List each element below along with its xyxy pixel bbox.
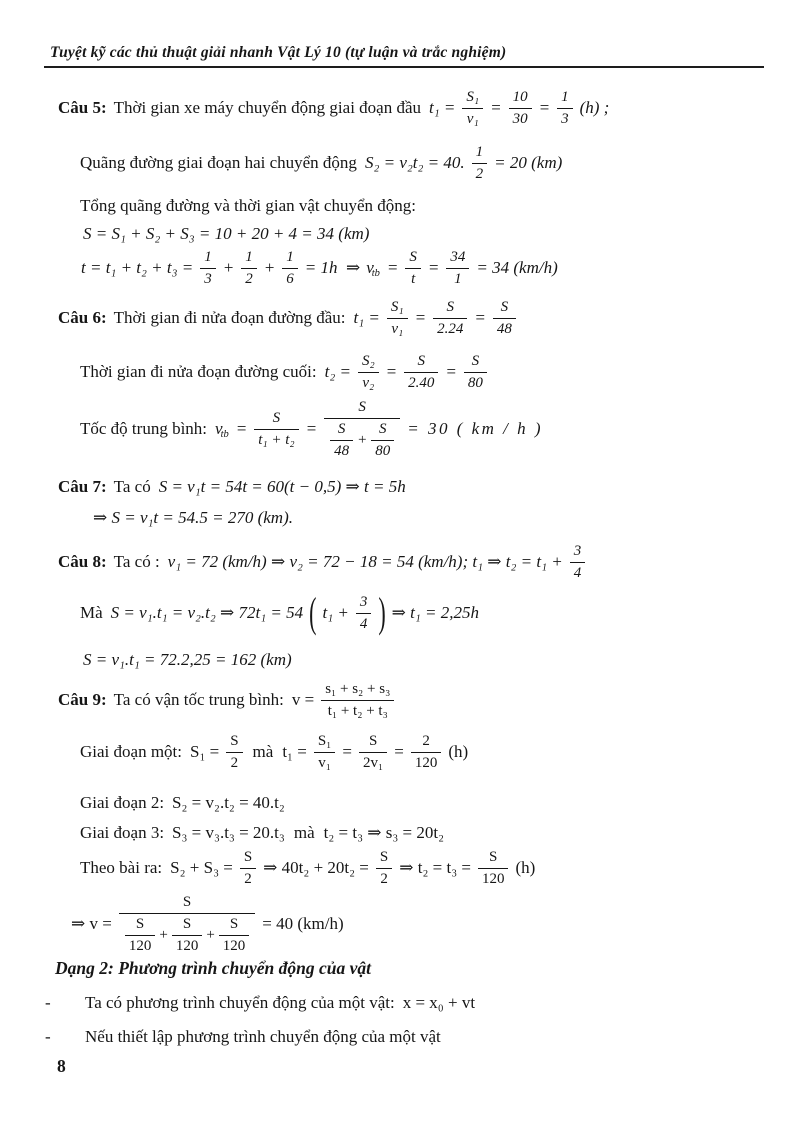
math-token: = (490, 98, 502, 118)
cau5-step1 (58, 88, 612, 129)
cau5-step3 (80, 196, 421, 216)
cau8-step3 (80, 650, 295, 670)
frac-denominator: 2 (244, 870, 252, 887)
frac-denominator: 120 (481, 870, 505, 887)
dash-bullet: - (45, 993, 51, 1012)
text-run: Giai đoạn 2: (80, 793, 165, 812)
dash-bullet: - (45, 1027, 51, 1046)
math-token: (h) ; (579, 98, 610, 118)
frac-numerator: S (371, 420, 394, 441)
frac-numerator: S (254, 409, 298, 430)
nested-fraction (119, 893, 255, 955)
fraction (472, 143, 488, 184)
math-token: = (414, 308, 427, 328)
frac-numerator: S₂ (358, 352, 379, 373)
frac-numerator: S (226, 732, 242, 753)
section-title: Dạng 2: Phương trình chuyển động của vật (55, 958, 371, 978)
frac-denominator (324, 419, 400, 461)
math-token: = (394, 742, 404, 762)
text-run: Tổng quãng đường và thời gian vật chuyển động: (80, 196, 416, 215)
frac-numerator: S₁ (462, 88, 483, 109)
fraction (433, 298, 467, 339)
math-token: = 34 (km/h) (476, 258, 558, 278)
fraction (330, 420, 353, 461)
fraction (358, 352, 379, 393)
math-token: + (263, 258, 276, 278)
fraction (241, 248, 257, 289)
math-token: v (366, 258, 374, 278)
fraction (462, 88, 483, 129)
cau9-step6 (68, 893, 347, 955)
math-token: + (357, 431, 368, 448)
question-label: Câu 9: (58, 690, 107, 710)
math-token: = (445, 362, 457, 382)
frac-denominator: 1 (454, 270, 462, 287)
frac-denominator (119, 914, 255, 956)
frac-denominator: 120 (175, 937, 199, 954)
fraction (405, 248, 421, 289)
frac-denominator: 48 (496, 320, 512, 337)
cau5-step5 (78, 248, 561, 289)
fraction (509, 88, 532, 129)
math-token: = 40 (km/h) (262, 914, 344, 934)
frac-denominator: v₂ (362, 374, 375, 391)
frac-numerator: S (219, 915, 250, 936)
math-token: + (206, 926, 215, 943)
nested-fraction (324, 398, 400, 460)
frac-denominator: 4 (359, 615, 368, 632)
frac-numerator: S₁ (314, 732, 336, 753)
fraction (464, 352, 487, 393)
math-token: v = (291, 690, 315, 710)
math-token: = (342, 742, 352, 762)
frac-denominator: 120 (222, 937, 246, 954)
fraction (493, 298, 516, 339)
question-label: Câu 8: (58, 552, 107, 572)
cau9-step2 (80, 732, 471, 773)
cau7-step1 (58, 477, 409, 497)
fraction (478, 848, 509, 889)
fraction (404, 352, 438, 393)
frac-denominator: v₁ (318, 754, 331, 771)
text-run: Giai đoạn 3: (80, 823, 165, 842)
frac-numerator: S (493, 298, 516, 319)
cau5-step4 (80, 224, 372, 244)
frac-denominator: 3 (204, 270, 212, 287)
bullet-2 (45, 1027, 446, 1047)
math-token: S = v₁.t₁ = 72.2,25 = 162 (km) (83, 650, 292, 669)
subscript-token: tb (220, 428, 229, 440)
fraction (314, 732, 336, 773)
math-token: (h) (515, 858, 536, 878)
math-token: t₂ = (324, 362, 351, 382)
frac-numerator: S (405, 248, 421, 269)
frac-denominator: 80 (375, 442, 391, 459)
frac-numerator: 3 (356, 593, 372, 614)
math-token: S₃ = v₃.t₃ = 20.t₃ (172, 823, 285, 842)
math-token: t₁ + (322, 603, 349, 623)
cau8-step2 (80, 588, 482, 637)
frac-numerator: S (478, 848, 509, 869)
frac-denominator: 30 (512, 110, 528, 127)
frac-denominator: 2.40 (408, 374, 435, 391)
math-token: S₂ = v₂t₂ = 40. (364, 153, 465, 173)
frac-numerator: s₁ + s₂ + s₃ (321, 680, 394, 701)
fraction (359, 732, 387, 773)
question-label: Câu 5: (58, 98, 107, 118)
text-run: mà (252, 742, 274, 762)
cau9-step5 (80, 848, 538, 889)
fraction (387, 298, 408, 339)
text-run: Thời gian đi nửa đoạn đường đầu: (113, 308, 346, 328)
text-run: Mà (80, 603, 103, 623)
math-token: t₁ = (429, 98, 456, 118)
math-token: t₂ = t₃ ⇒ s₃ = 20t₂ (323, 823, 445, 842)
math-token: = (235, 419, 248, 439)
fraction (240, 848, 256, 889)
fraction (371, 420, 394, 461)
frac-denominator: 6 (286, 270, 294, 287)
fraction (172, 915, 203, 956)
fraction (125, 915, 156, 956)
frac-numerator: 34 (446, 248, 469, 269)
fraction (557, 88, 573, 129)
math-token: S₁ = (189, 742, 220, 762)
cau9-step3 (80, 793, 288, 813)
frac-denominator: v₁ (466, 110, 479, 127)
frac-denominator: t₁ + t₂ (258, 431, 295, 448)
frac-denominator: 120 (414, 754, 438, 771)
math-token: ⇒ 40t₂ + 20t₂ = (263, 858, 369, 878)
frac-numerator: S (464, 352, 487, 373)
frac-numerator: S (376, 848, 392, 869)
cau6-step1 (58, 298, 520, 339)
fraction (446, 248, 469, 289)
fraction (321, 680, 394, 721)
text-run: mà (293, 823, 315, 842)
fraction (376, 848, 392, 889)
math-token: S = v₁t = 54t = 60(t − 0,5) ⇒ t = 5h (158, 477, 406, 496)
frac-numerator: S (125, 915, 156, 936)
math-token: + (222, 258, 235, 278)
math-token: ⇒ v = (71, 914, 112, 934)
text-run: Ta có phương trình chuyển động của một vật: (85, 993, 395, 1012)
math-token: t₁ = (282, 742, 307, 762)
frac-numerator: S (359, 732, 387, 753)
text-run: Theo bài ra: (80, 858, 163, 878)
math-token: = (385, 362, 398, 382)
cau8-step1 (58, 542, 589, 583)
fraction (200, 248, 216, 289)
page-number: 8 (57, 1056, 66, 1076)
math-token: ⇒ S = v₁t = 54.5 = 270 (km). (93, 508, 293, 527)
math-token: = (386, 258, 399, 278)
cau6-step2 (80, 352, 491, 393)
cau5-step2 (80, 143, 565, 184)
fraction (356, 593, 372, 634)
subscript-token: tb (371, 267, 380, 279)
math-token: t = t₁ + t₂ + t₃ = (81, 258, 194, 278)
math-token: = (427, 258, 440, 278)
text-run: Ta có : (113, 552, 160, 572)
frac-denominator: 2 (245, 270, 253, 287)
frac-denominator: 4 (573, 564, 582, 581)
frac-denominator: t (411, 270, 416, 287)
text-run: Ta có (113, 477, 151, 496)
math-token: v₁ = 72 (km/h) ⇒ v₂ = 72 − 18 = 54 (km/h); t₁ ⇒ t₂ = t₁ + (167, 552, 563, 572)
frac-numerator: 1 (282, 248, 298, 269)
frac-numerator: 3 (570, 542, 586, 563)
big-close-paren: ) (378, 588, 386, 637)
frac-numerator: S (119, 893, 255, 914)
frac-denominator: 48 (334, 442, 350, 459)
frac-denominator: t₁ + t₂ + t₃ (327, 702, 388, 719)
math-token: S = v₁.t₁ = v₂.t₂ ⇒ 72t₁ = 54 (110, 603, 304, 623)
frac-numerator: S (433, 298, 467, 319)
big-open-paren: ( (309, 588, 317, 637)
math-token: S₂ = v₂.t₂ = 40.t₂ (172, 793, 285, 812)
frac-denominator: 2 (230, 754, 239, 771)
frac-numerator: S₁ (387, 298, 408, 319)
frac-denominator: 120 (128, 937, 152, 954)
math-token: ⇒ t₂ = t₃ = (399, 858, 471, 878)
fraction (282, 248, 298, 289)
fraction (226, 732, 242, 773)
frac-numerator: 10 (509, 88, 532, 109)
fraction (570, 542, 586, 583)
frac-denominator: 2v₁ (363, 754, 384, 771)
bullet-1 (45, 993, 478, 1013)
math-token: ⇒ t₁ = 2,25h (391, 603, 480, 623)
math-token: x = x₀ + vt (402, 993, 476, 1012)
frac-numerator: S (240, 848, 256, 869)
text-run: Ta có vận tốc trung bình: (113, 690, 284, 710)
cau9-step4 (80, 823, 447, 843)
frac-numerator: S (330, 420, 353, 441)
math-token: = (474, 308, 486, 328)
math-token: S₂ + S₃ = (170, 858, 233, 878)
frac-numerator: 1 (200, 248, 216, 269)
cau9-step1 (58, 680, 398, 721)
frac-denominator: 3 (561, 110, 569, 127)
text-run: Giai đoạn một: (80, 742, 182, 762)
math-token: t₁ = (353, 308, 380, 328)
frac-denominator: v₁ (391, 320, 404, 337)
cau7-step2 (90, 508, 296, 528)
math-token: + (159, 926, 168, 943)
frac-numerator: 2 (411, 732, 442, 753)
text-run: Nếu thiết lập phương trình chuyển động của một vật (85, 1027, 441, 1046)
frac-numerator: 1 (472, 143, 488, 164)
text-run: Thời gian xe máy chuyển động giai đoạn đầu (113, 98, 422, 118)
text-run: Thời gian đi nửa đoạn đường cuối: (80, 362, 317, 382)
frac-numerator: 1 (241, 248, 257, 269)
frac-numerator: S (172, 915, 203, 936)
math-token: (h) (448, 742, 469, 762)
fraction (219, 915, 250, 956)
text-run: Quãng đường giai đoạn hai chuyển động (80, 153, 357, 173)
dang2-heading (55, 958, 371, 979)
cau6-step3 (80, 398, 546, 460)
math-token: S = S₁ + S₂ + S₃ = 10 + 20 + 4 = 34 (km) (83, 224, 370, 243)
fraction (254, 409, 298, 450)
frac-numerator: S (404, 352, 438, 373)
frac-denominator: 2 (475, 165, 484, 182)
math-token: = (538, 98, 551, 118)
question-label: Câu 7: (58, 477, 107, 496)
text-run: Tốc độ trung bình: (80, 419, 208, 439)
frac-denominator: 80 (467, 374, 483, 391)
frac-denominator: 2.24 (437, 320, 464, 337)
math-token: = 30 ( km / h ) (407, 419, 544, 439)
question-label: Câu 6: (58, 308, 107, 328)
math-token: v (215, 419, 223, 439)
frac-numerator: 1 (557, 88, 573, 109)
math-token: = 1h ⇒ (304, 258, 361, 278)
header-rule (44, 66, 764, 68)
fraction (411, 732, 442, 773)
math-token: = (305, 419, 318, 439)
running-header-title: Tuyệt kỹ các thủ thuật giải nhanh Vật Lý 10 (tự luận và trắc nghiệm) (50, 44, 507, 61)
math-token: = 20 (km) (494, 153, 563, 173)
frac-denominator: 2 (380, 870, 388, 887)
frac-numerator: S (324, 398, 400, 419)
